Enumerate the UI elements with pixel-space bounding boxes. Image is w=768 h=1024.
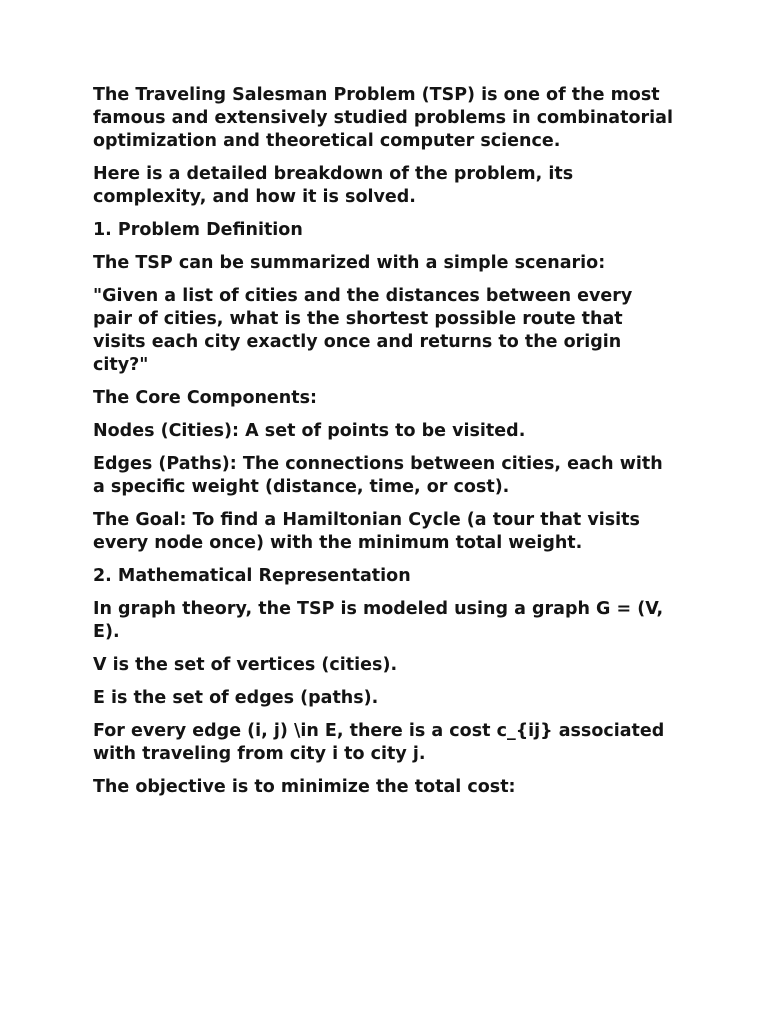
breakdown-paragraph: Here is a detailed breakdown of the problem, its complexity, and how it is solved. [93, 164, 574, 207]
section-heading-problem-definition: 1. Problem Definition [93, 220, 303, 240]
edges-set-paragraph: E is the set of edges (paths). [93, 688, 379, 708]
section-heading-mathematical-representation: 2. Mathematical Representation [93, 566, 411, 586]
document-body [93, 84, 673, 809]
scenario-quote-paragraph: "Given a list of cities and the distances between every pair of cities, what is the shortest possible route that visits each city exactly once and returns to the origin city?" [93, 286, 633, 375]
nodes-paragraph: Nodes (Cities): A set of points to be visited. [93, 421, 526, 441]
vertices-paragraph: V is the set of vertices (cities). [93, 655, 398, 675]
edges-paragraph: Edges (Paths): The connections between cities, each with a specific weight (distance, time, or cost). [93, 454, 663, 497]
graph-theory-paragraph: In graph theory, the TSP is modeled using a graph G = (V, E). [93, 599, 664, 642]
intro-paragraph: The Traveling Salesman Problem (TSP) is one of the most famous and extensively studied problems in combinatorial optimization and theoretical computer science. [93, 85, 673, 151]
goal-paragraph: The Goal: To find a Hamiltonian Cycle (a tour that visits every node once) with the minimum total weight. [93, 510, 640, 553]
core-components-heading: The Core Components: [93, 388, 318, 408]
scenario-intro-paragraph: The TSP can be summarized with a simple scenario: [93, 253, 606, 273]
cost-paragraph: For every edge (i, j) \in E, there is a cost c_{ij} associated with traveling from city i to city j. [93, 721, 665, 764]
objective-paragraph: The objective is to minimize the total cost: [93, 777, 516, 797]
